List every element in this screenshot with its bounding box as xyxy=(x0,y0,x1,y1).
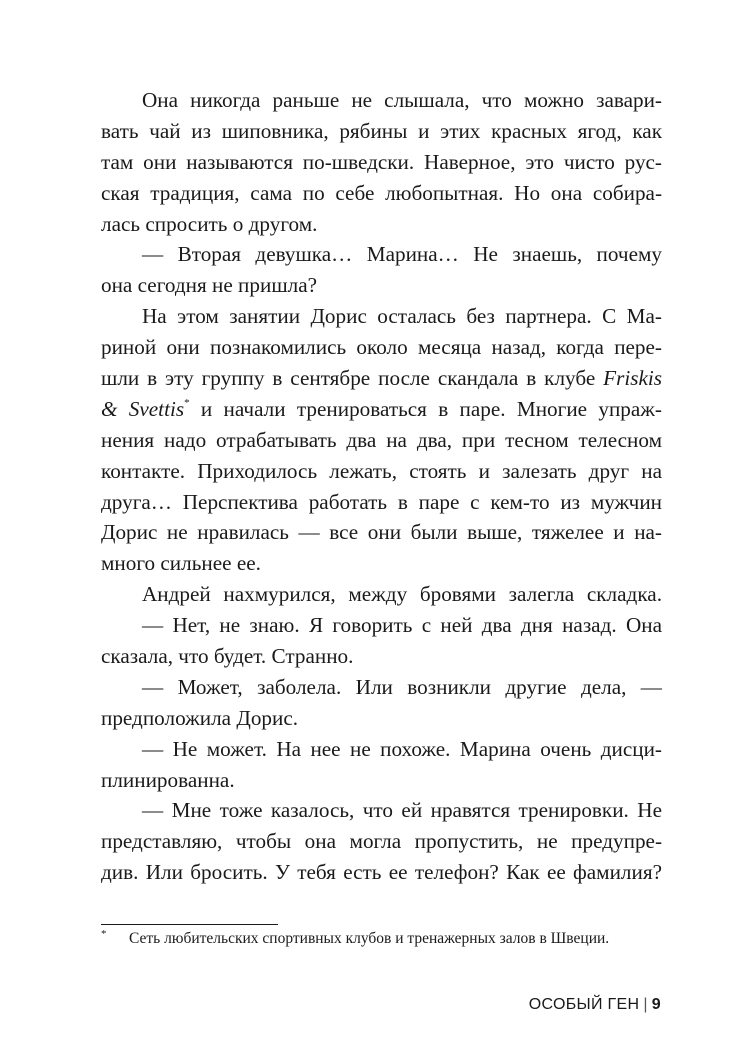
line-text: много сильнее ее. xyxy=(101,551,261,576)
line-text: там они называются по-шведски. Наверное, это чисто рус- xyxy=(101,149,662,174)
text-line xyxy=(101,394,662,425)
line-text: — Может, заболела. Или возникли другие дела, — xyxy=(142,674,662,699)
page-number: 9 xyxy=(651,996,661,1013)
footnote-reference: * xyxy=(184,396,190,409)
line-text: предположила Дорис. xyxy=(101,705,299,730)
body-text xyxy=(101,85,662,888)
line-text: риной они познакомились около месяца назад, когда пере- xyxy=(101,335,662,360)
text-line xyxy=(101,363,662,394)
text-line xyxy=(101,239,662,270)
line-text: лась спросить о другом. xyxy=(101,211,318,236)
text-line xyxy=(101,147,662,178)
text-line xyxy=(101,517,662,548)
line-text: представляю, чтобы она могла пропустить, не предупре- xyxy=(101,829,662,854)
line-text: вать чай из шиповника, рябины и этих красных ягод, как xyxy=(101,118,662,143)
footnote: * Сеть любительских спортивных клубов и тренажерных залов в Швеции. xyxy=(101,927,610,947)
text-line xyxy=(101,209,662,240)
footnote-text: Сеть любительских спортивных клубов и тренажерных залов в Швеции. xyxy=(129,930,610,947)
text-line xyxy=(101,332,662,363)
line-text: Она никогда раньше не слышала, что можно завари- xyxy=(142,88,662,112)
line-text: нения надо отрабатывать два на два, при тесном телесном xyxy=(101,427,662,452)
text-line xyxy=(101,579,662,610)
club-name-italic: Friskis xyxy=(603,366,662,391)
line-text: она сегодня не пришла? xyxy=(101,273,318,298)
text-line xyxy=(101,301,662,332)
line-text: плинированна. xyxy=(101,767,235,792)
text-line xyxy=(101,857,662,888)
text-line xyxy=(101,610,662,641)
line-text: друга… Перспектива работать в паре с кем-то из мужчин xyxy=(101,489,662,514)
text-line xyxy=(101,85,662,116)
text-line xyxy=(101,116,662,147)
text-line xyxy=(101,641,662,672)
line-text: шли в эту группу в сентябре после скандала в клубе xyxy=(101,366,596,391)
running-title: ОСОБЫЙ ГЕН xyxy=(528,996,640,1013)
text-line xyxy=(101,672,662,703)
line-text: — Нет, не знаю. Я говорить с ней два дня назад. Она xyxy=(142,613,662,638)
club-name-italic: & Svettis xyxy=(101,396,185,421)
text-line xyxy=(101,795,662,826)
line-text: — Мне тоже казалось, что ей нравятся тренировки. Не xyxy=(142,798,662,823)
line-text: — Вторая девушка… Марина… Не знаешь, почему xyxy=(142,242,662,267)
text-line xyxy=(101,425,662,456)
text-line xyxy=(101,178,662,209)
line-text: — Не может. На нее не похоже. Марина очень дисци- xyxy=(142,736,662,761)
line-text: и начали тренироваться в паре. Многие упраж- xyxy=(189,396,662,421)
text-line xyxy=(101,734,662,765)
footnote-divider xyxy=(101,924,278,925)
line-text: ская традиция, сама по себе любопытная. Но она собира- xyxy=(101,180,662,205)
folio-separator: | xyxy=(643,996,648,1013)
line-text: контакте. Приходилось лежать, стоять и залезать друг на xyxy=(101,458,662,483)
page-footer xyxy=(529,994,661,1016)
text-line xyxy=(101,703,662,734)
text-line xyxy=(101,270,662,301)
text-line xyxy=(101,548,662,579)
text-line xyxy=(101,826,662,857)
line-text: сказала, что будет. Странно. xyxy=(101,644,354,669)
text-line xyxy=(101,487,662,518)
text-line xyxy=(101,456,662,487)
line-text: Дорис не нравилась — все они были выше, тяжелее и на- xyxy=(101,520,662,545)
line-text: На этом занятии Дорис осталась без партнера. С Ма- xyxy=(142,304,662,329)
line-text: Андрей нахмурился, между бровями залегла складка. xyxy=(142,582,662,607)
text-line xyxy=(101,765,662,796)
line-text: див. Или бросить. У тебя есть ее телефон? Как ее фамилия? xyxy=(101,860,662,885)
